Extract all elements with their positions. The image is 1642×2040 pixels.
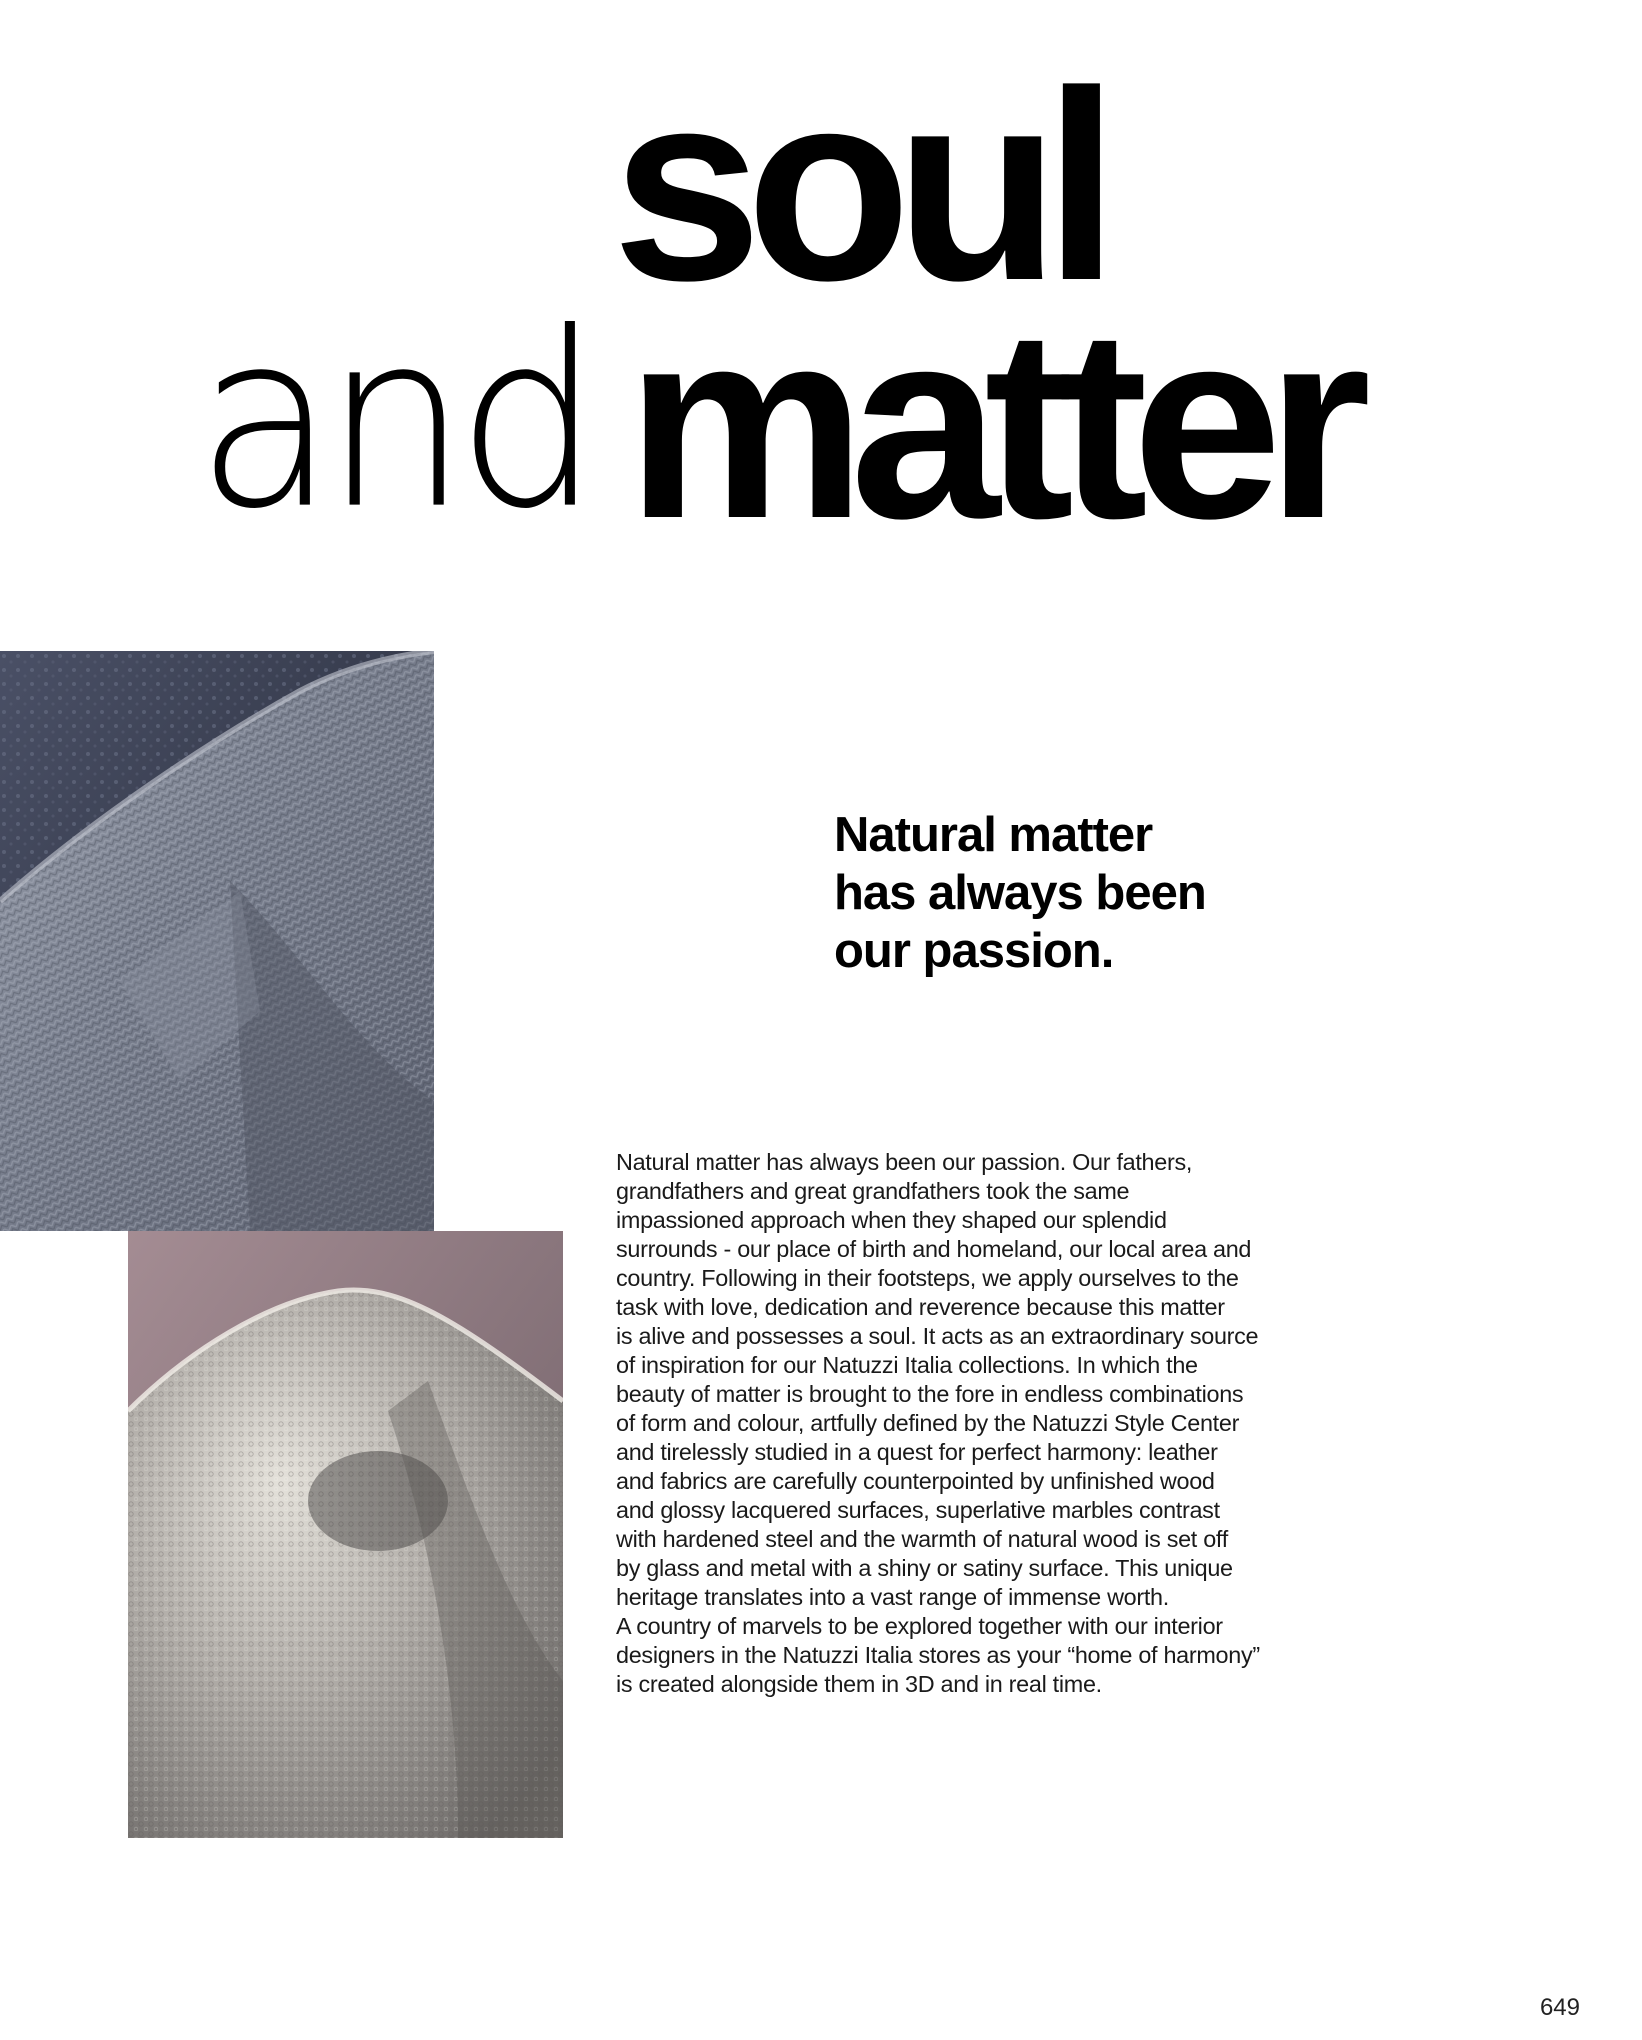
subheading-line: has always been <box>834 866 1206 920</box>
body-line: designers in the Natuzzi Italia stores as your “home of harmony” <box>616 1642 1260 1668</box>
subheading <box>834 806 1354 980</box>
subheading-line: our passion. <box>834 924 1114 978</box>
body-line: beauty of matter is brought to the fore in endless combinations <box>616 1381 1244 1407</box>
body-line: surrounds - our place of birth and homeland, our local area and <box>616 1236 1252 1262</box>
page-number: 649 <box>1539 1994 1580 2021</box>
body-line: and fabrics are carefully counterpointed by unfinished wood <box>616 1468 1215 1494</box>
body-line: by glass and metal with a shiny or satiny surface. This unique <box>616 1555 1233 1581</box>
body-line: impassioned approach when they shaped our splendid <box>616 1207 1167 1233</box>
body-line: of inspiration for our Natuzzi Italia collections. In which the <box>616 1352 1198 1378</box>
leather-texture-image <box>128 1231 563 1838</box>
body-line: is created alongside them in 3D and in real time. <box>616 1671 1102 1697</box>
title-word-and: and <box>196 279 589 562</box>
body-line: Natural matter has always been our passion. Our fathers, <box>616 1149 1193 1175</box>
subheading-line: Natural matter <box>834 808 1153 862</box>
body-line: A country of marvels to be explored together with our interior <box>616 1613 1223 1639</box>
body-paragraph <box>616 1148 1376 1699</box>
body-line: and tirelessly studied in a quest for perfect harmony: leather <box>616 1439 1218 1465</box>
body-line: with hardened steel and the warmth of natural wood is set off <box>616 1526 1228 1552</box>
title-word-soul: soul <box>612 36 1104 337</box>
body-line: task with love, dedication and reverence because this matter <box>616 1294 1225 1320</box>
fabric-texture-image <box>0 651 434 1231</box>
body-line: country. Following in their footsteps, we apply ourselves to the <box>616 1265 1239 1291</box>
body-line: grandfathers and great grandfathers took the same <box>616 1178 1130 1204</box>
title-word-matter: matter <box>626 274 1356 575</box>
body-line: of form and colour, artfully defined by the Natuzzi Style Center <box>616 1410 1240 1436</box>
body-line: and glossy lacquered surfaces, superlative marbles contrast <box>616 1497 1220 1523</box>
body-line: is alive and possesses a soul. It acts as an extraordinary source <box>616 1323 1259 1349</box>
body-line: heritage translates into a vast range of immense worth. <box>616 1584 1169 1610</box>
